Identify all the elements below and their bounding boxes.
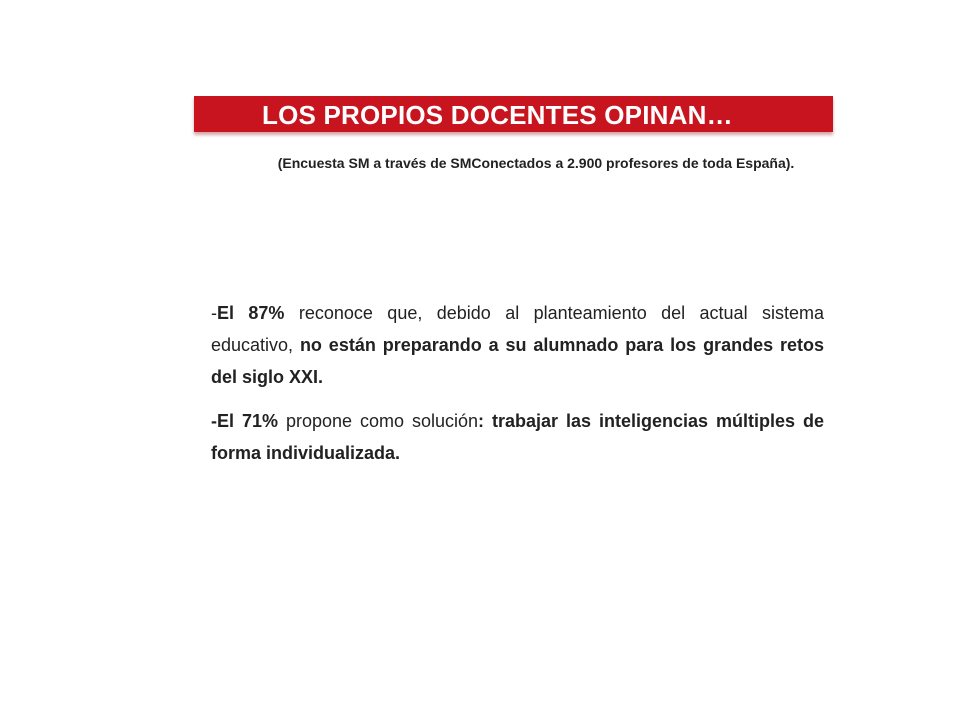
paragraph-dash: - <box>211 303 217 323</box>
paragraph-1-text: reconoce que, debido al planteamiento del actual sistema educativo, <box>211 303 824 355</box>
paragraph-71-percent <box>211 405 824 469</box>
paragraph-2-emphasis: : trabajar las inteligencias múltiples de forma individualizada. <box>211 411 824 463</box>
paragraph-2-text: propone como solución <box>278 411 479 431</box>
body-text-block <box>211 297 824 469</box>
stat-87-percent: El 87% <box>217 303 285 323</box>
paragraph-1-emphasis: no están preparando a su alumnado para los grandes retos del siglo XXI. <box>211 335 824 387</box>
slide-title: LOS PROPIOS DOCENTES OPINAN… <box>262 100 733 130</box>
survey-source-note: (Encuesta SM a través de SMConectados a 2.900 profesores de toda España). <box>277 155 795 171</box>
stat-71-percent: -El 71% <box>211 411 278 431</box>
paragraph-87-percent <box>211 297 824 393</box>
